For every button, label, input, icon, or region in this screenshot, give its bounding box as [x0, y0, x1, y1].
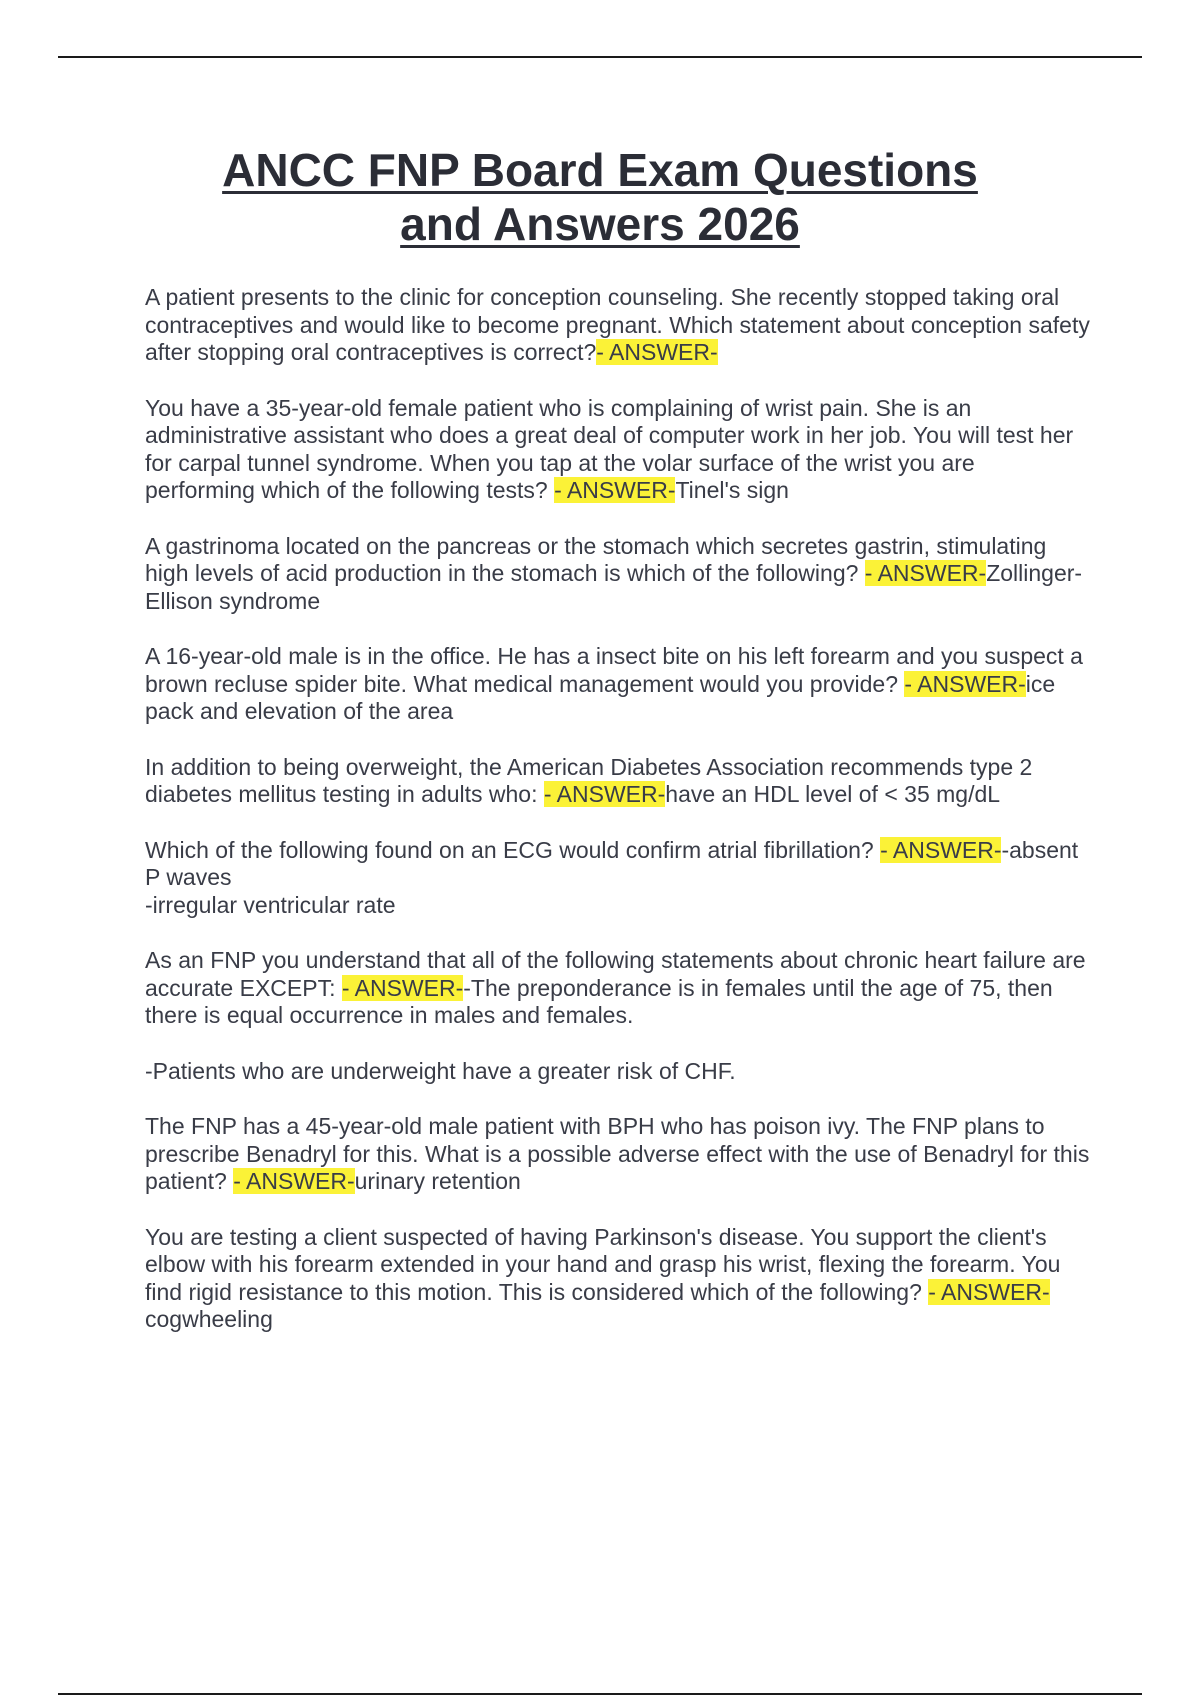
- answer-marker: - ANSWER-: [341, 974, 464, 1001]
- question-text: A patient presents to the clinic for conception counseling. She recently stopped taking oral contraceptives and would like to become pregnant. Which statement about conception safety after stopping oral contraceptives is correct?: [145, 284, 1090, 365]
- page-title: [0, 143, 1200, 251]
- qa-list: [145, 284, 1090, 1362]
- answer-marker: - ANSWER-: [864, 560, 987, 586]
- question-text: You have a 35-year-old female patient who is complaining of wrist pain. She is an administrative assistant who does a great deal of computer work in her job. You will test her for carpal tunnel syndrome. When you tap at the volar surface of the wrist you are performing which of the following tests?: [145, 394, 1074, 503]
- qa-item: [145, 1113, 1090, 1196]
- answer-extra-paragraph: -Patients who are underweight have a greater risk of CHF.: [145, 1057, 736, 1084]
- question-text: You are testing a client suspected of having Parkinson's disease. You support the client's elbow with his forearm extended in your hand and grasp his wrist, flexing the forearm. You find rigid resistance to this motion. This is considered which of the following?: [145, 1223, 1061, 1305]
- qa-item: [145, 284, 1090, 367]
- top-rule: [58, 56, 1142, 58]
- answer-marker: - ANSWER-: [543, 781, 666, 807]
- answer-text: Zollinger-Ellison syndrome: [145, 560, 1083, 614]
- answer-text: ice pack and elevation of the area: [145, 670, 1056, 724]
- answer-text: -absent P waves: [145, 836, 1079, 890]
- answer-marker: - ANSWER-: [928, 1278, 1050, 1305]
- question-text: The FNP has a 45-year-old male patient with BPH who has poison ivy. The FNP plans to prescribe Benadryl for this. What is a possible adverse effect with the use of Benadryl for this patient?: [145, 1113, 1090, 1194]
- answer-text: urinary retention: [354, 1168, 521, 1194]
- qa-item: [145, 837, 1090, 920]
- question-text: Which of the following found on an ECG would confirm atrial fibrillation?: [145, 836, 874, 863]
- qa-item: [145, 533, 1090, 616]
- answer-text: cogwheeling: [145, 1306, 273, 1332]
- qa-item: [145, 395, 1090, 505]
- answer-text: Tinel's sign: [675, 477, 789, 503]
- answer-marker: - ANSWER-: [233, 1168, 355, 1194]
- answer-marker: - ANSWER-: [596, 339, 718, 365]
- qa-item: [145, 947, 1090, 1085]
- question-text: A 16-year-old male is in the office. He has a insect bite on his left forearm and you suspect a brown recluse spider bite. What medical management would you provide?: [145, 643, 1083, 697]
- title-line-2: and Answers 2026: [400, 198, 800, 250]
- title-line-1: ANCC FNP Board Exam Questions: [222, 144, 978, 196]
- qa-item: [145, 754, 1090, 809]
- bottom-rule: [58, 1693, 1142, 1695]
- qa-item: [145, 1224, 1090, 1334]
- answer-marker: - ANSWER-: [554, 477, 676, 503]
- question-text: As an FNP you understand that all of the following statements about chronic heart failure are accurate EXCEPT:: [145, 947, 1086, 1001]
- answer-marker: - ANSWER-: [904, 670, 1026, 697]
- answer-text: -The preponderance is in females until the age of 75, then there is equal occurrence in males and females.: [145, 974, 1053, 1028]
- answer-marker: - ANSWER-: [880, 836, 1002, 863]
- question-text: A gastrinoma located on the pancreas or the stomach which secretes gastrin, stimulating high levels of acid production in the stomach is which of the following?: [145, 532, 1047, 586]
- answer-text-line-2: -irregular ventricular rate: [145, 891, 396, 918]
- qa-item: [145, 643, 1090, 726]
- answer-text: have an HDL level of < 35 mg/dL: [665, 781, 1001, 807]
- question-text: In addition to being overweight, the American Diabetes Association recommends type 2 diabetes mellitus testing in adults who:: [145, 753, 1033, 807]
